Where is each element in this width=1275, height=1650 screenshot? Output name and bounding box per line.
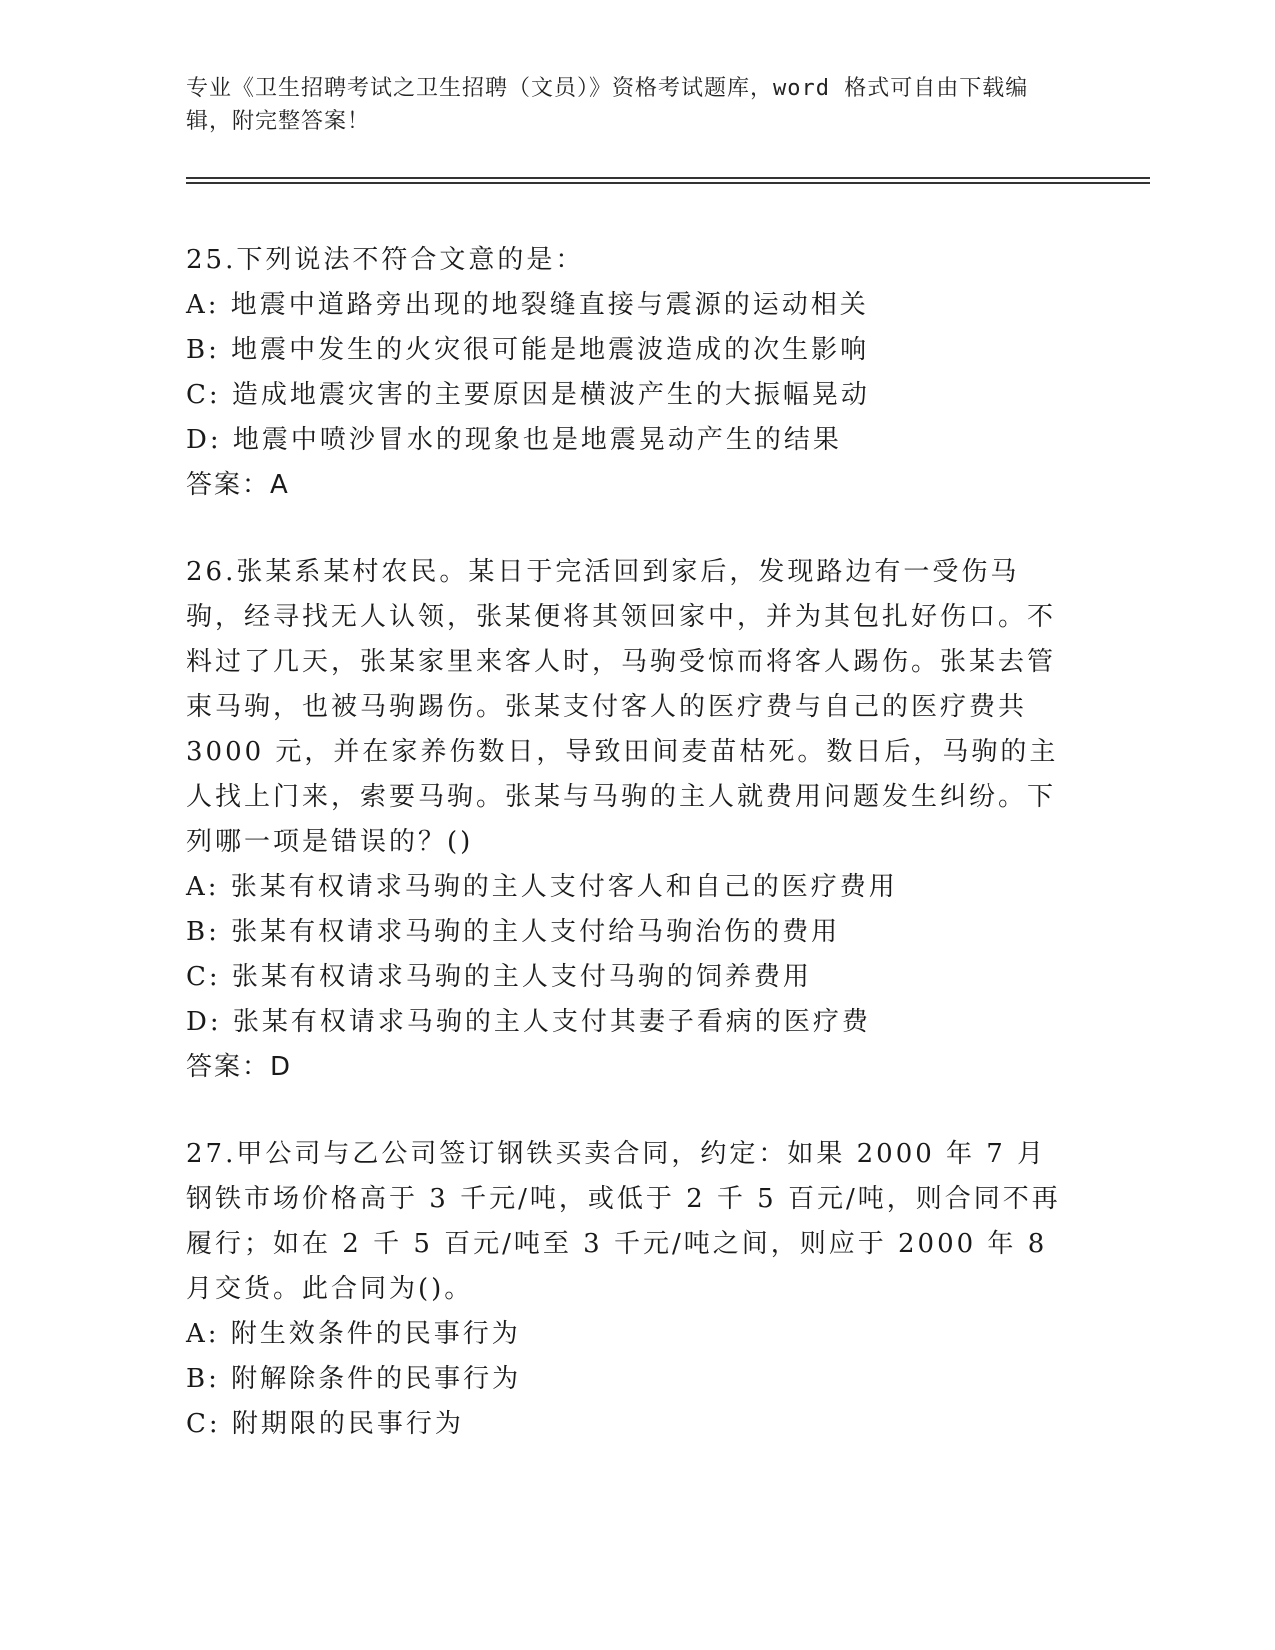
question-stem: 25.下列说法不符合文意的是： (186, 245, 585, 275)
question-26 (186, 550, 1086, 1090)
option-a: A: 张某有权请求马驹的主人支付客人和自己的医疗费用 (186, 872, 898, 902)
option-c: C: 张某有权请求马驹的主人支付马驹的饲养费用 (186, 962, 812, 992)
option-b: B: 地震中发生的火灾很可能是地震波造成的次生影响 (186, 335, 870, 365)
option-b: B: 张某有权请求马驹的主人支付给马驹治伤的费用 (186, 917, 841, 947)
answer-line: 答案：A (186, 470, 290, 500)
option-d: D: 地震中喷沙冒水的现象也是地震晃动产生的结果 (186, 425, 842, 455)
document-header (186, 72, 1066, 138)
question-list (186, 238, 1086, 1489)
option-b: B: 附解除条件的民事行为 (186, 1364, 522, 1394)
question-stem: 26.张某系某村农民。某日于完活回到家后，发现路边有一受伤马驹，经寻找无人认领，张某便将其领回家中，并为其包扎好伤口。不料过了几天，张某家里来客人时，马驹受惊而将客人踢伤。张某去管束马驹，也被马驹踢伤。张某支付客人的医疗费与自己的医疗费共 3000 元，并在家养伤数日，导致田间麦苗枯死。数日后，马驹的主人找上门来，索要马驹。张某与马驹的主人就费用问题发生纠纷。下列哪一项是错误的？() (186, 557, 1059, 857)
answer-line: 答案：D (186, 1052, 293, 1082)
option-c: C: 附期限的民事行为 (186, 1409, 464, 1439)
question-stem: 27.甲公司与乙公司签订钢铁买卖合同，约定：如果 2000 年 7 月钢铁市场价格高于 3 千元/吨，或低于 2 千 5 百元/吨，则合同不再履行；如在 2 千 5 百元/吨至 3 千元/吨之间，则应于 2000 年 8 月交货。此合同为()。 (186, 1139, 1061, 1304)
header-divider-top (186, 177, 1150, 179)
question-25 (186, 238, 1086, 508)
header-divider-bottom (186, 182, 1150, 184)
option-a: A: 地震中道路旁出现的地裂缝直接与震源的运动相关 (186, 290, 869, 320)
header-intro-text: 专业《卫生招聘考试之卫生招聘（文员）》资格考试题库，word 格式可自由下载编辑，附完整答案！ (186, 76, 1029, 134)
option-d: D: 张某有权请求马驹的主人支付其妻子看病的医疗费 (186, 1007, 871, 1037)
option-a: A: 附生效条件的民事行为 (186, 1319, 521, 1349)
option-c: C: 造成地震灾害的主要原因是横波产生的大振幅晃动 (186, 380, 870, 410)
question-27 (186, 1132, 1086, 1447)
